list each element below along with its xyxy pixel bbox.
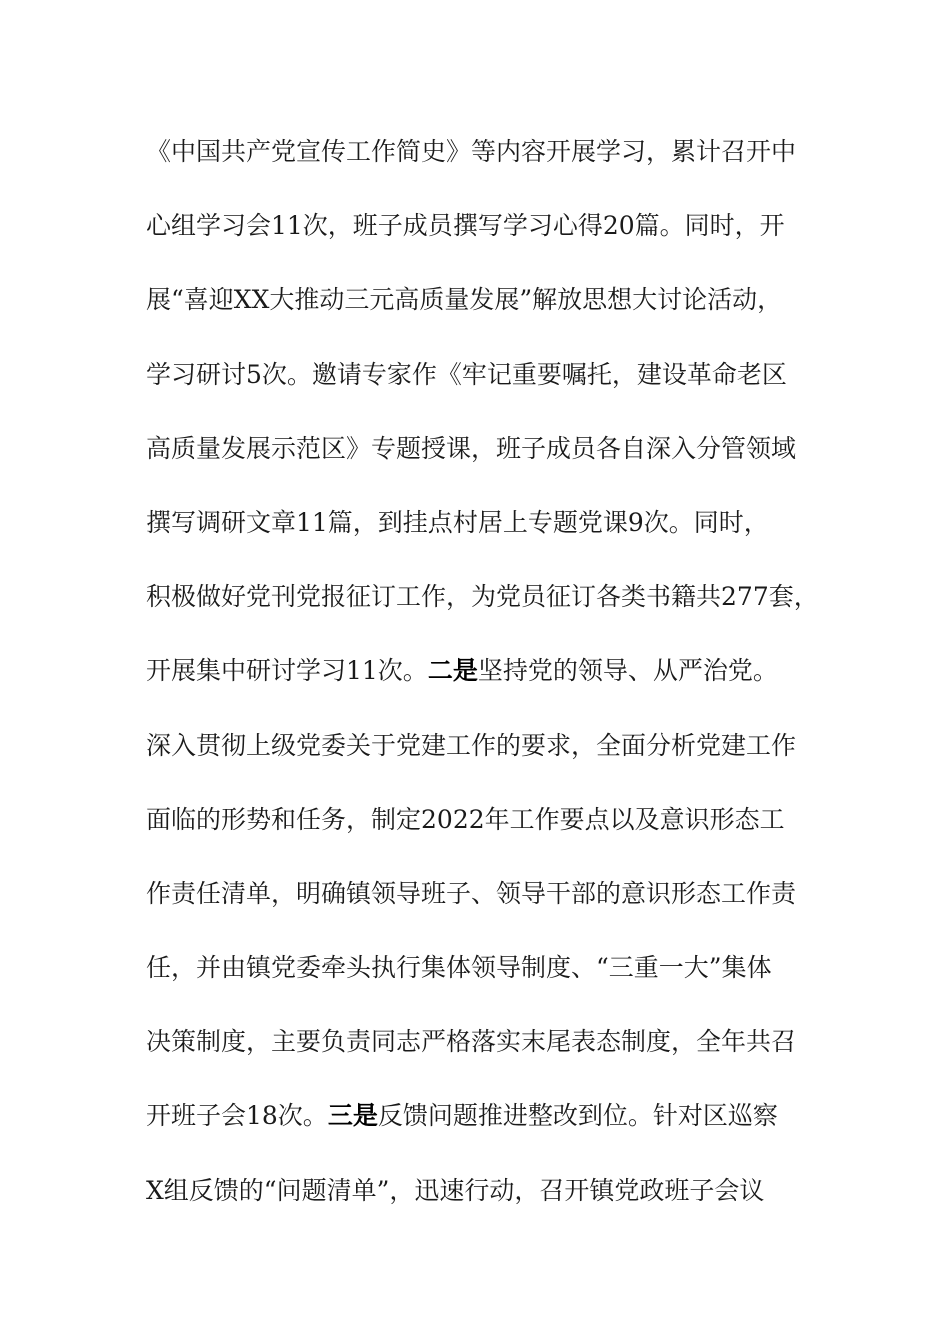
text-line-12: [146, 942, 826, 1016]
line-text: 展“喜迎XX大推动三元高质量发展”解放思想大讨论活动，: [146, 285, 783, 315]
text-line-8: [146, 645, 826, 719]
text-line-7: [146, 571, 826, 645]
section-marker-two: 二是: [427, 656, 478, 686]
line-text: 面临的形势和任务，制定2022年工作要点以及意识形态工: [146, 804, 785, 834]
line-text: 任，并由镇党委牵头执行集体领导制度、“三重一大”集体: [146, 953, 772, 983]
line-text: 积极做好党刊党报征订工作，为党员征订各类书籍共277套，: [146, 582, 819, 612]
text-line-6: [146, 497, 826, 571]
line-text-post: 反馈问题推进整改到位。针对区巡察: [377, 1101, 778, 1131]
text-line-3: [146, 274, 826, 348]
line-text: X组反馈的“问题清单”，迅速行动，召开镇党政班子会议: [146, 1175, 765, 1205]
line-text: 作责任清单，明确镇领导班子、领导干部的意识形态工作责: [146, 878, 797, 908]
line-text-pre: 开班子会18次。: [146, 1101, 328, 1131]
line-text: 心组学习会11次，班子成员撰写学习心得20篇。同时，开: [146, 211, 785, 241]
line-text-pre: 开展集中研讨学习11次。: [146, 656, 428, 686]
text-line-13: [146, 1016, 826, 1090]
text-line-15: [146, 1165, 826, 1239]
line-text: 决策制度，主要负责同志严格落实末尾表态制度，全年共召: [146, 1027, 797, 1057]
text-line-9: [146, 720, 826, 794]
line-text: 深入贯彻上级党委关于党建工作的要求，全面分析党建工作: [146, 730, 797, 760]
section-marker-three: 三是: [327, 1101, 378, 1131]
line-text: 《中国共产党宣传工作简史》等内容开展学习，累计召开中: [146, 137, 797, 166]
line-text: 学习研讨5次。邀请专家作《牢记重要嘱托，建设革命老区: [146, 359, 787, 389]
text-line-2: [146, 200, 826, 274]
text-line-14: [146, 1090, 826, 1164]
text-line-4: [146, 349, 826, 423]
text-line-1: [146, 126, 826, 200]
body-text: [146, 126, 826, 1239]
text-line-10: [146, 794, 826, 868]
line-text-post: 坚持党的领导、从严治党。: [477, 656, 778, 686]
text-line-11: [146, 868, 826, 942]
line-text: 撰写调研文章11篇，到挂点村居上专题党课9次。同时，: [146, 507, 769, 537]
text-line-5: [146, 423, 826, 497]
line-text: 高质量发展示范区》专题授课，班子成员各自深入分管领域: [146, 433, 797, 463]
